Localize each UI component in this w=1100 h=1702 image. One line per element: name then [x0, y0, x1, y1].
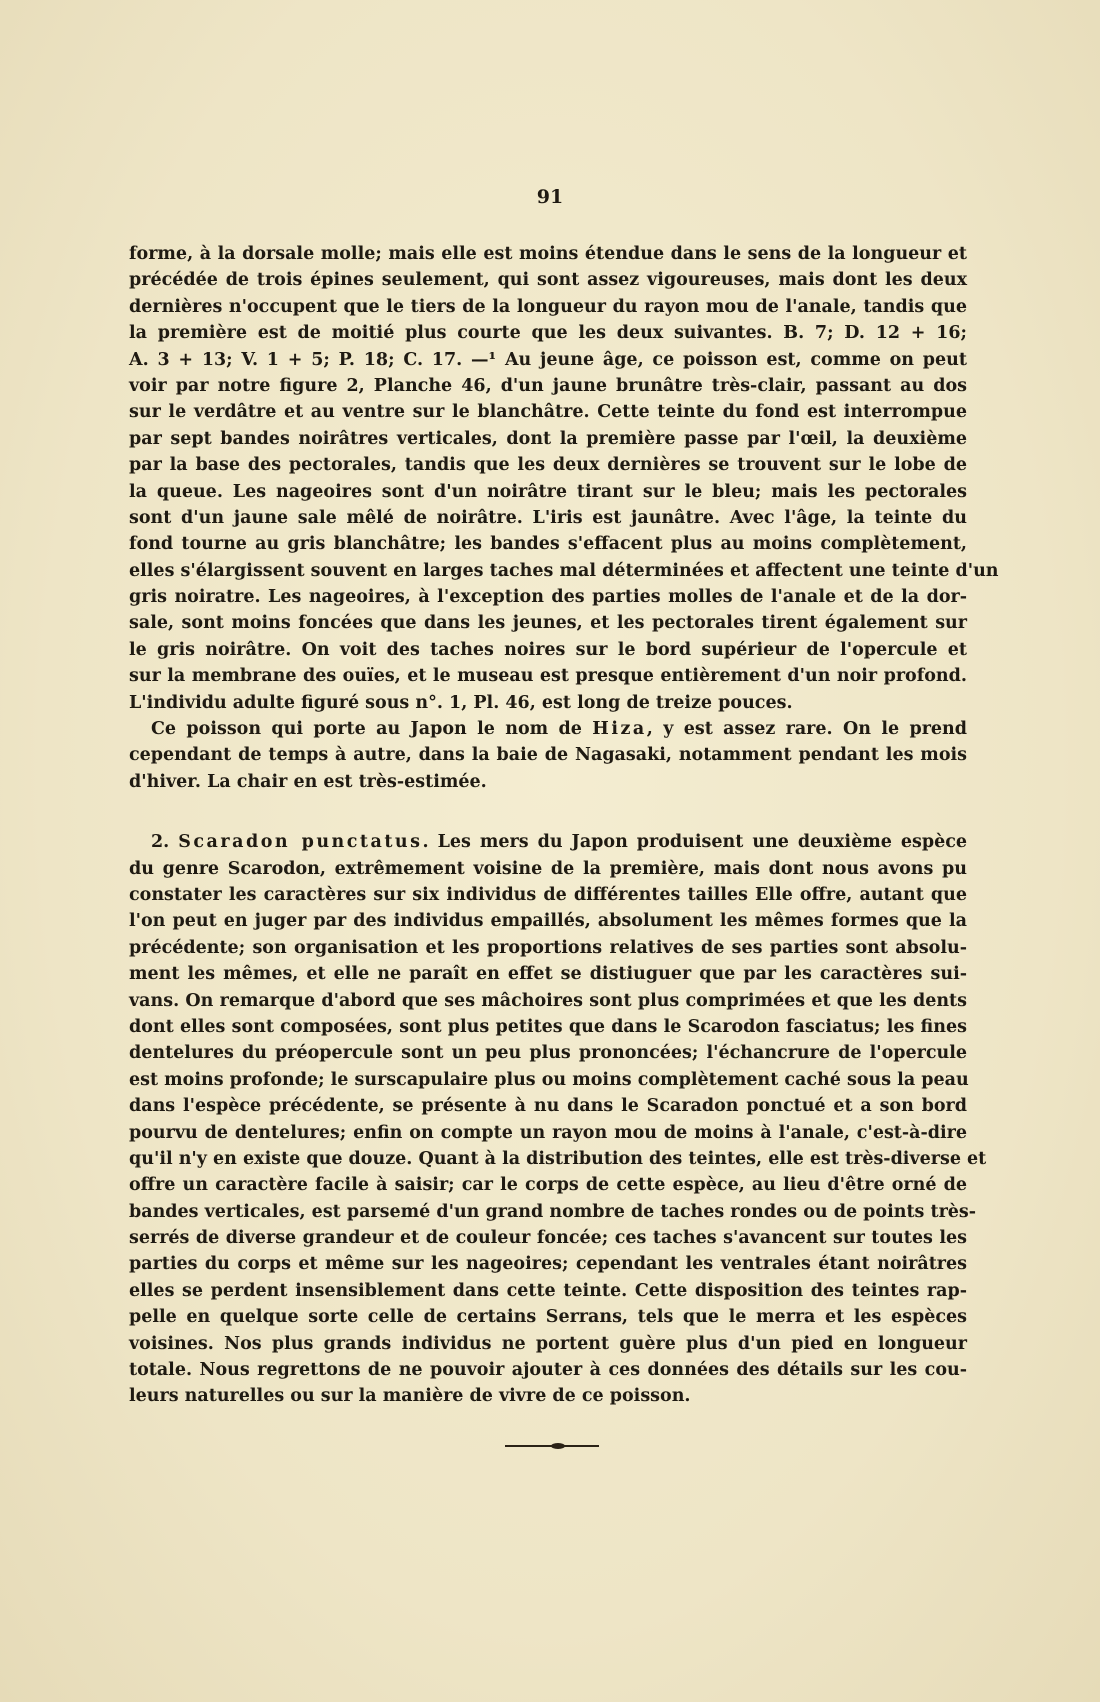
- text-line: la première est de moitié plus courte que les deux suivantes. B. 7; D. 12 + 16;: [129, 323, 967, 344]
- text-line: A. 3 + 13; V. 1 + 5; P. 18; C. 17. —¹ Au jeune âge, ce poisson est, comme on peut: [129, 349, 967, 370]
- text-line: dans l'espèce précédente, se présente à nu dans le Scaradon ponctué et a son bord: [129, 1096, 967, 1117]
- text-line: sont d'un jaune sale mêlé de noirâtre. L'iris est jaunâtre. Avec l'âge, la teinte du: [129, 507, 967, 528]
- text-line: parties du corps et même sur les nageoires; cependant les ventrales étant noirâtres: [129, 1254, 967, 1275]
- text-line: sur le verdâtre et au ventre sur le blanchâtre. Cette teinte du fond est interrompue: [129, 402, 967, 423]
- text-line: ment les mêmes, et elle ne paraît en effet se distiuguer que par les caractères sui-: [129, 964, 967, 985]
- text-line: pourvu de dentelures; enfin on compte un rayon mou de moins à l'anale, c'est-à-dire: [129, 1122, 967, 1143]
- text-line: elles s'élargissent souvent en larges taches mal déterminées et affectent une teinte d'un: [129, 560, 999, 581]
- text-line: L'individu adulte figuré sous n°. 1, Pl. 46, est long de treize pouces.: [129, 692, 793, 713]
- paragraph-hiza: [129, 716, 967, 795]
- text-line: dernières n'occupent que le tiers de la longueur du rayon mou de l'anale, tandis que: [129, 296, 967, 317]
- text-line: dont elles sont composées, sont plus petites que dans le Scarodon fasciatus; les fines: [129, 1016, 967, 1037]
- paragraph-fin-description: [129, 241, 999, 716]
- text-line: par sept bandes noirâtres verticales, dont la première passe par l'œil, la deuxième: [129, 428, 967, 449]
- text-line: serrés de diverse grandeur et de couleur foncée; ces taches s'avancent sur toutes les: [129, 1228, 967, 1249]
- text-line: bandes verticales, est parsemé d'un grand nombre de taches rondes ou de points très-: [129, 1201, 977, 1222]
- text-line: du genre Scarodon, extrêmement voisine de la première, mais dont nous avons pu: [129, 858, 967, 879]
- text-line: par la base des pectorales, tandis que les deux dernières se trouvent sur le lobe de: [129, 455, 967, 476]
- text-line: elles se perdent insensiblement dans cette teinte. Cette disposition des teintes rap-: [129, 1280, 967, 1301]
- text-line: vans. On remarque d'abord que ses mâchoires sont plus comprimées et que les dents: [129, 990, 967, 1011]
- text-line: cependant de temps à autre, dans la baie de Nagasaki, notamment pendant les mois: [129, 745, 967, 766]
- text-line: Ce poisson qui porte au Japon le nom de Hiza, y est assez rare. On le prend: [151, 719, 968, 740]
- text-line: voisines. Nos plus grands individus ne portent guère plus d'un pied en longueur: [129, 1333, 967, 1354]
- body-text: [129, 241, 999, 1410]
- text-line: offre un caractère facile à saisir; car le corps de cette espèce, au lieu d'être orné de: [129, 1175, 967, 1196]
- text-line: sur la membrane des ouïes, et le museau est presque entièrement d'un noir profond.: [129, 666, 967, 687]
- text-line: d'hiver. La chair en est très-estimée.: [129, 771, 487, 792]
- text-line: la queue. Les nageoires sont d'un noirâtre tirant sur le bleu; mais les pectorales: [129, 481, 967, 502]
- text-line: forme, à la dorsale molle; mais elle est moins étendue dans le sens de la longueur et: [129, 244, 967, 264]
- text-line: dentelures du préopercule sont un peu plus prononcées; l'échancrure de l'opercule: [129, 1043, 967, 1064]
- text-line: pelle en quelque sorte celle de certains Serrans, tels que le merra et les espèces: [129, 1307, 967, 1328]
- section-gap: [129, 795, 967, 829]
- text-line: précédée de trois épines seulement, qui sont assez vigoureuses, mais dont les deux: [129, 270, 967, 291]
- text-line: voir par notre figure 2, Planche 46, d'un jaune brunâtre très-clair, passant au dos: [129, 375, 967, 396]
- text-line: le gris noirâtre. On voit des taches noires sur le bord supérieur de l'opercule et: [129, 639, 967, 660]
- text-line: totale. Nous regrettons de ne pouvoir ajouter à ces données des détails sur les cou-: [129, 1360, 967, 1381]
- text-line: précédente; son organisation et les proportions relatives de ses parties sont absolu-: [129, 937, 967, 958]
- text-line: est moins profonde; le surscapulaire plus ou moins complètement caché sous la peau: [129, 1069, 969, 1090]
- section-scaradon-punctatus: [129, 829, 987, 1410]
- page-number: 91: [536, 186, 564, 208]
- text-line: qu'il n'y en existe que douze. Quant à la distribution des teintes, elle est très-diverse et: [129, 1148, 987, 1169]
- text-line: fond tourne au gris blanchâtre; les bandes s'effacent plus au moins complètement,: [129, 534, 967, 555]
- section-number: 2.: [151, 832, 179, 853]
- text-line: l'on peut en juger par des individus empaillés, absolument les mêmes formes que la: [129, 911, 967, 932]
- text-line: leurs naturelles ou sur la manière de vivre de ce poisson.: [129, 1386, 691, 1407]
- text-line: constater les caractères sur six individus de différentes tailles Elle offre, autant que: [129, 884, 967, 905]
- japanese-name: Hiza: [592, 719, 647, 740]
- text-line: sale, sont moins foncées que dans les jeunes, et les pectorales tirent également sur: [129, 613, 967, 634]
- text-line: 2. Scaradon punctatus. Les mers du Japon produisent une deuxième espèce: [151, 832, 967, 853]
- end-ornament-rule: [505, 1445, 599, 1447]
- species-name: Scaradon punctatus: [178, 832, 423, 853]
- text-line: gris noiratre. Les nageoires, à l'exception des parties molles de l'anale et de la dor-: [129, 587, 967, 608]
